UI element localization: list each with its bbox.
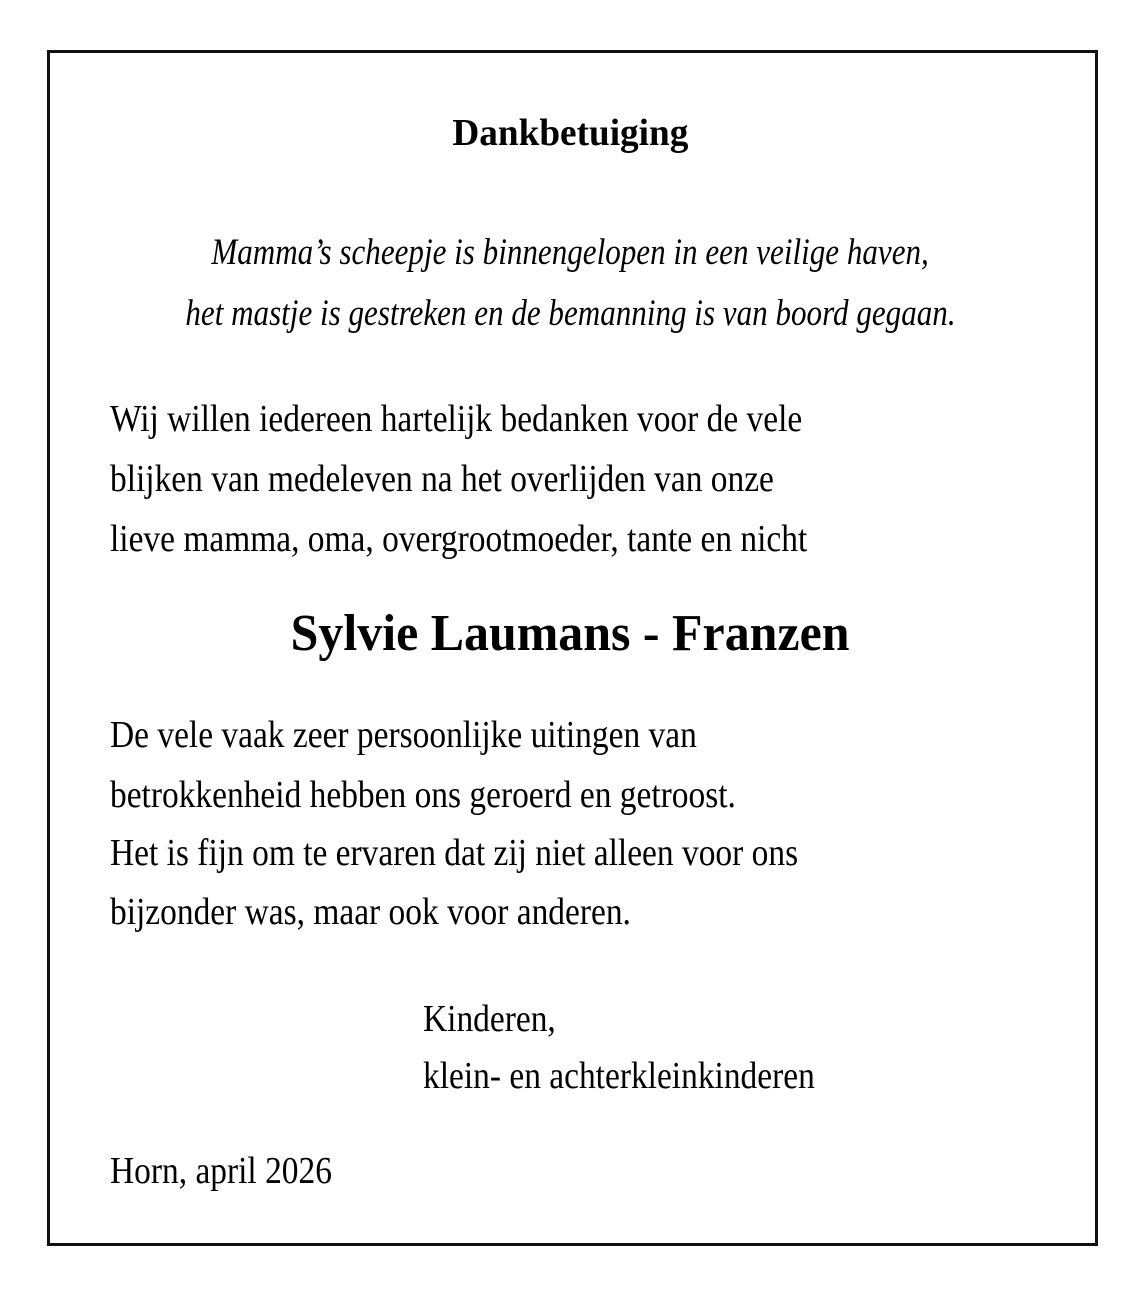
intro-line-3: lieve mamma, oma, overgrootmoeder, tante en nicht <box>110 518 808 560</box>
poem-line-1: Mamma’s scheepje is binnengelopen in een veilige haven, <box>211 232 930 273</box>
notice-title: Dankbetuiging <box>452 112 689 154</box>
signature-line-1: Kinderen, <box>423 998 556 1040</box>
poem-line-2: het mastje is gestreken en de bemanning is van boord gegaan. <box>185 293 956 334</box>
deceased-name: Sylvie Laumans - Franzen <box>291 605 850 662</box>
message-line-3: Het is fijn om te ervaren dat zij niet alleen voor ons <box>110 832 799 874</box>
intro-line-2: blijken van medeleven na het overlijden van onze <box>110 458 774 500</box>
message-line-1-row <box>110 716 777 754</box>
message-line-1: De vele vaak zeer persoonlijke uitingen van <box>110 714 697 756</box>
notice-title-row <box>0 114 1141 152</box>
message-line-4: bijzonder was, maar ook voor anderen. <box>110 891 631 933</box>
intro-line-2-row <box>110 460 864 498</box>
signature-line-2: klein- en achterkleinkinderen <box>423 1055 815 1097</box>
message-line-2-row <box>110 776 821 814</box>
intro-line-1-row <box>110 400 897 438</box>
place-date: Horn, april 2026 <box>110 1150 332 1192</box>
signature-line-1-row <box>423 1000 574 1038</box>
intro-line-1: Wij willen iedereen hartelijk bedanken voor de vele <box>110 398 803 440</box>
intro-line-3-row <box>110 520 902 558</box>
signature-line-2-row <box>423 1057 868 1095</box>
deceased-name-row <box>0 605 1141 662</box>
place-date-row <box>110 1152 362 1190</box>
message-line-3-row <box>110 834 892 872</box>
poem-line-2-row <box>0 295 1141 332</box>
message-line-4-row <box>110 893 702 931</box>
message-line-2: betrokkenheid hebben ons geroerd en getroost. <box>110 774 736 816</box>
poem-line-1-row <box>0 234 1141 271</box>
